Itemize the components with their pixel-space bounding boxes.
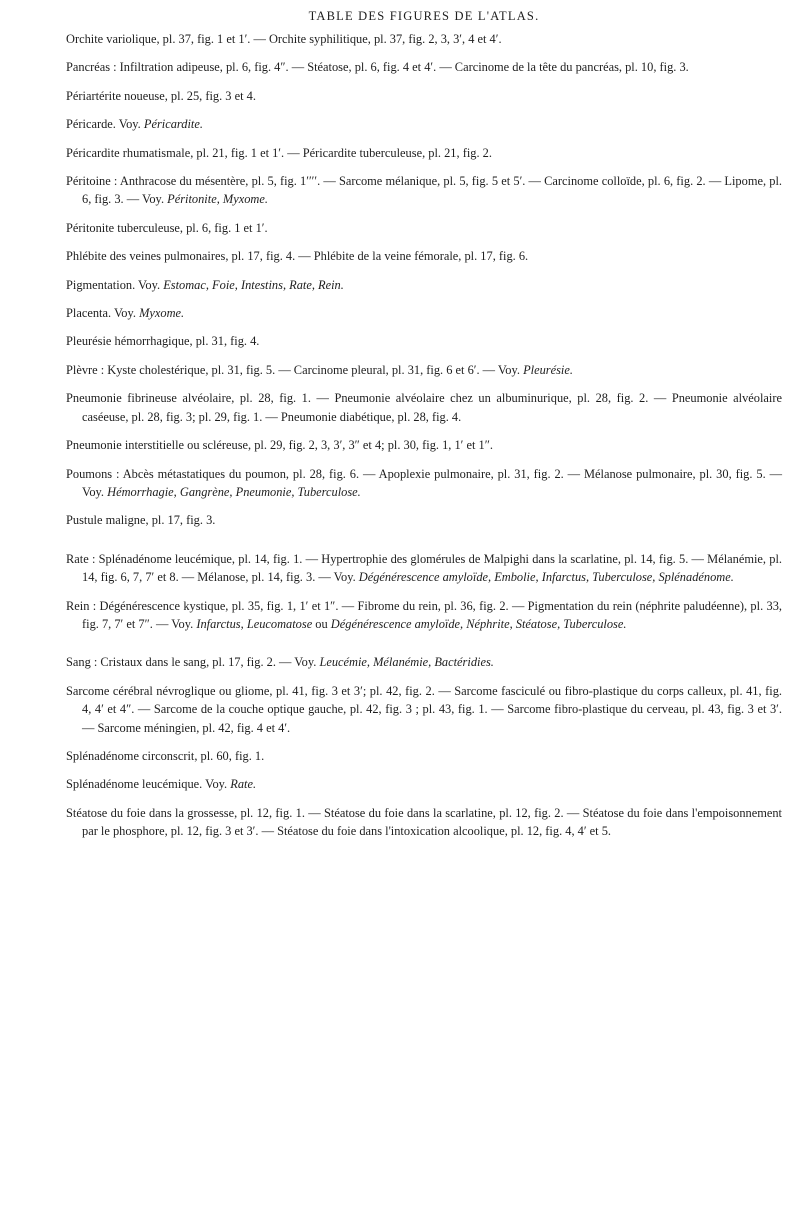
entry-text: Splénadénome circonscrit, pl. 60, fig. 1. bbox=[66, 748, 265, 763]
entry-text: Splénadénome leucémique. Voy. bbox=[66, 777, 231, 792]
cross-reference: Hémorrhagie, Gangrène, Pneumonie, Tuberculose. bbox=[107, 484, 361, 499]
entry-text: Orchite variolique, pl. 37, fig. 1 et 1′. — Orchite syphilitique, pl. 37, fig. 2, 3, 3′, 4 et 4′. bbox=[66, 32, 502, 46]
entry-text: Sarcome cérébral névroglique ou gliome, pl. 41, fig. 3 et 3′; pl. 42, fig. 2. — Sarcome fasciculé ou fibro-plastique du corps calleux, pl. 41, fig. 4, 4′ et 4″. — Sarcome de la couche optique gauche, pl. 42, fig. 3 ; pl. 43, fig. 1. — Sarcome fibro-plastique du cerveau, pl. 43, fig. 3 et 3′. — Sarcome méningien, pl. 42, fig. 4 et 4′. bbox=[66, 683, 782, 735]
index-entry bbox=[66, 219, 782, 237]
entry-text: Périartérite noueuse, pl. 25, fig. 3 et 4. bbox=[66, 88, 256, 103]
index-entry bbox=[66, 597, 782, 634]
index-entry bbox=[66, 332, 782, 350]
index-entry bbox=[66, 276, 782, 294]
index-entry bbox=[66, 550, 782, 587]
index-entry bbox=[66, 747, 782, 765]
entry-text: Sang : Cristaux dans le sang, pl. 17, fig. 2. — Voy. bbox=[66, 655, 320, 670]
index-entry bbox=[66, 115, 782, 133]
entry-text: Péritoine : Anthracose du mésentère, pl. 5, fig. 1′′′′. — Sarcome mélanique, pl. 5, fig. 5 et 5′. — Carcinome colloïde, pl. 6, fig. 2. — Lipome, pl. 6, fig. 3. — Voy. bbox=[66, 174, 782, 207]
entry-text: Placenta. Voy. bbox=[66, 306, 140, 321]
entry-text: Pneumonie fibrineuse alvéolaire, pl. 28, fig. 1. — Pneumonie alvéolaire chez un albuminurique, pl. 28, fig. 2. — Pneumonie alvéolaire caséeuse, pl. 28, fig. 3; pl. 29, fig. 1. — Pneumonie diabétique, pl. 28, fig. 4. bbox=[66, 391, 782, 424]
cross-reference: Infarctus, Leucomatose bbox=[196, 616, 313, 631]
cross-reference: Péritonite, Myxome. bbox=[167, 192, 268, 207]
index-entry bbox=[66, 361, 782, 379]
index-entry bbox=[66, 247, 782, 265]
index-entry bbox=[66, 653, 782, 671]
index-entry bbox=[66, 436, 782, 454]
cross-reference: Dégénérescence amyloïde, Néphrite, Stéatose, Tuberculose. bbox=[330, 616, 627, 631]
entry-text: Pleurésie hémorrhagique, pl. 31, fig. 4. bbox=[66, 334, 260, 349]
cross-reference: Rate. bbox=[230, 777, 257, 792]
index-entry bbox=[66, 304, 782, 322]
entry-text: Poumons : Abcès métastatiques du poumon, pl. 28, fig. 6. — Apoplexie pulmonaire, pl. 31, fig. 2. — Mélanose pulmonaire, pl. 30, fig. 5. — Voy. bbox=[66, 466, 782, 499]
entry-text: Phlébite des veines pulmonaires, pl. 17, fig. 4. — Phlébite de la veine fémorale, pl. 17, fig. 6. bbox=[66, 249, 529, 264]
entry-text: Péritonite tuberculeuse, pl. 6, fig. 1 et 1′. bbox=[66, 220, 268, 235]
entry-text: Stéatose du foie dans la grossesse, pl. 12, fig. 1. — Stéatose du foie dans la scarlatine, pl. 12, fig. 2. — Stéatose du foie dans l'empoisonnement par le phosphore, pl. 12, fig. 3 et 3′. — Stéatose du foie dans l'intoxication alcoolique, pl. 12, fig. 4, 4′ et 5. bbox=[66, 805, 782, 839]
index-entry bbox=[66, 144, 782, 162]
entry-text: Péricardite rhumatismale, pl. 21, fig. 1 et 1′. — Péricardite tuberculeuse, pl. 21, fig. 2. bbox=[66, 145, 492, 160]
index-entry bbox=[66, 87, 782, 105]
index-entry bbox=[66, 804, 782, 841]
entry-text: Rein : Dégénérescence kystique, pl. 35, fig. 1, 1′ et 1″. — Fibrome du rein, pl. 36, fig. 2. — Pigmentation du rein (néphrite paludéenne), pl. 33, fig. 7, 7′ et 7″. — Voy. bbox=[66, 598, 782, 631]
entry-text: Pancréas : Infiltration adipeuse, pl. 6, fig. 4″. — Stéatose, pl. 6, fig. 4 et 4′. — Carcinome de la tête du pancréas, pl. 10, fig. 3. bbox=[66, 60, 689, 75]
cross-reference: Dégénérescence amyloïde, Embolie, Infarctus, Tuberculose, Splénadénome. bbox=[358, 570, 734, 585]
entry-text: Rate : Splénadénome leucémique, pl. 14, fig. 1. — Hypertrophie des glomérules de Malpighi dans la scarlatine, pl. 14, fig. 5. — Mélanémie, pl. 14, fig. 6, 7, 7′ et 8. — Mélanose, pl. 14, fig. 3. — Voy. bbox=[66, 551, 782, 585]
cross-reference: Estomac, Foie, Intestins, Rate, Rein. bbox=[163, 277, 344, 292]
atlas-index-page bbox=[66, 8, 782, 851]
entry-text: ou bbox=[312, 616, 331, 631]
index-entry bbox=[66, 30, 782, 48]
index-entries bbox=[66, 30, 782, 841]
cross-reference: Leucémie, Mélanémie, Bactéridies. bbox=[319, 655, 494, 670]
running-head: TABLE DES FIGURES DE L'ATLAS. bbox=[308, 9, 540, 23]
entry-text: Pigmentation. Voy. bbox=[66, 277, 164, 292]
index-entry bbox=[66, 511, 782, 529]
index-entry bbox=[66, 775, 782, 793]
index-entry bbox=[66, 172, 782, 209]
index-entry bbox=[66, 389, 782, 426]
entry-text: Péricarde. Voy. bbox=[66, 117, 144, 132]
entry-text: Pustule maligne, pl. 17, fig. 3. bbox=[66, 513, 216, 528]
cross-reference: Péricardite. bbox=[143, 117, 203, 132]
entry-text: Pneumonie interstitielle ou scléreuse, pl. 29, fig. 2, 3, 3′, 3″ et 4; pl. 30, fig. 1, 1′ et 1″. bbox=[66, 438, 493, 453]
entry-text: Plèvre : Kyste cholestérique, pl. 31, fig. 5. — Carcinome pleural, pl. 31, fig. 6 et 6′. — Voy. bbox=[66, 362, 524, 377]
index-entry bbox=[66, 682, 782, 737]
cross-reference: Myxome. bbox=[139, 306, 185, 321]
index-entry bbox=[66, 465, 782, 502]
index-entry bbox=[66, 58, 782, 76]
cross-reference: Pleurésie. bbox=[523, 362, 573, 377]
